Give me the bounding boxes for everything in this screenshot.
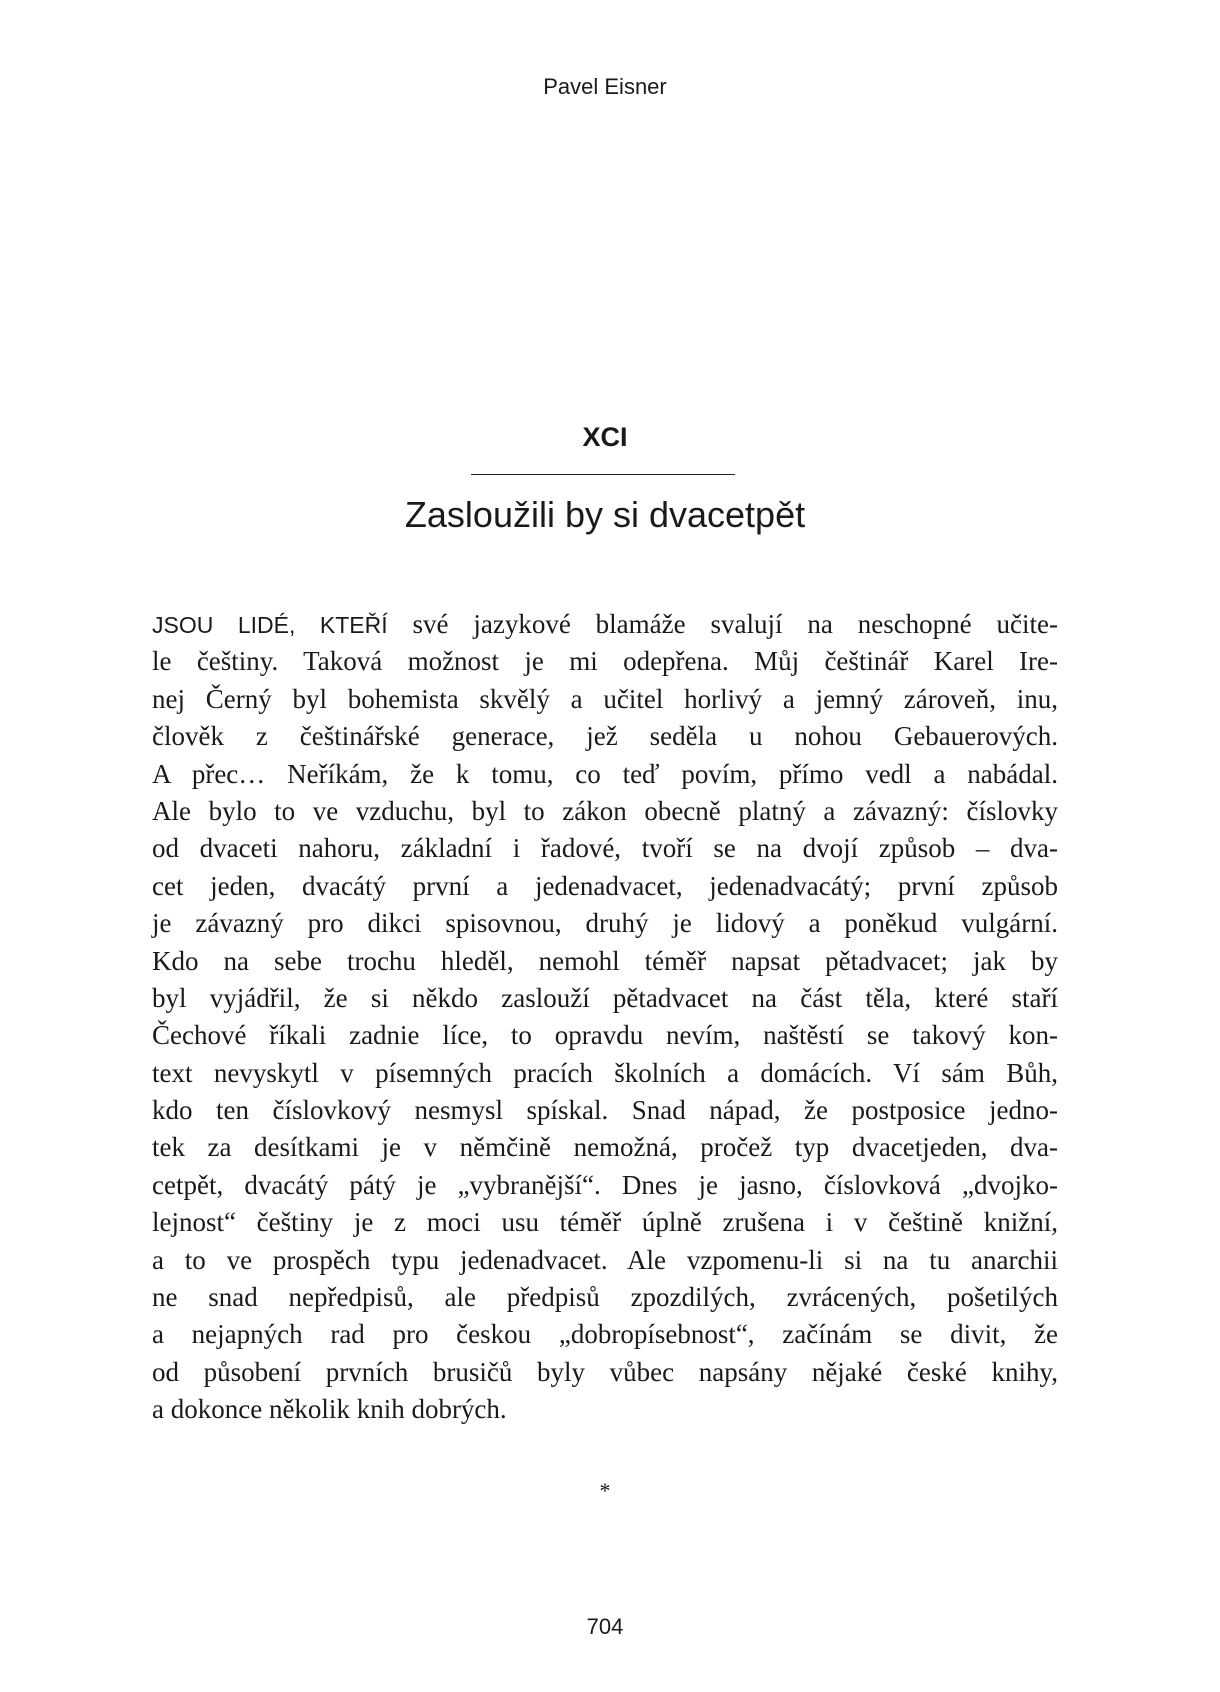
body-line: cetpět, dvacátý pátý je „vybranější“. Dnes je jasno, číslovková „dvojko- — [152, 1169, 1058, 1200]
body-text — [152, 606, 1058, 1429]
chapter-title: Zasloužili by si dvacetpět — [404, 494, 806, 535]
body-line: lejnost“ češtiny je z moci usu téměř úplně zrušena i v češtině knižní, — [152, 1207, 1058, 1238]
body-line: a to ve prospěch typu jedenadvacet. Ale vzpomenu-li si na tu anarchii — [152, 1244, 1058, 1275]
running-head-author: Pavel Eisner — [543, 74, 667, 99]
body-line: Kdo na sebe trochu hleděl, nemohl téměř napsat pětadvacet; jak by — [152, 945, 1058, 976]
body-line: je závazný pro dikci spisovnou, druhý je lidový a poněkud vulgární. — [152, 908, 1058, 939]
body-line: ne snad nepředpisů, ale předpisů zpozdilých, zvrácených, pošetilých — [152, 1282, 1058, 1313]
body-line: nej Černý byl bohemista skvělý a učitel horlivý a jemný zároveň, inu, — [152, 683, 1058, 714]
chapter-divider-rule — [471, 474, 735, 475]
lead-in-caps: JSOU LIDÉ, KTEŘÍ — [152, 612, 388, 638]
body-line: Ale bylo to ve vzduchu, byl to zákon obecně platný a závazný: číslovky — [152, 795, 1058, 826]
body-line: A přec… Neříkám, že k tomu, co teď povím, přímo vedl a nabádal. — [152, 758, 1058, 789]
body-line: tek za desítkami je v němčině nemožná, pročež typ dvacetjeden, dva- — [152, 1132, 1058, 1163]
body-line-text: své jazykové blamáže svalují na neschopné učite- — [387, 609, 1058, 639]
body-line: cet jeden, dvacátý první a jedenadvacet, jedenadvacátý; první způsob — [152, 870, 1058, 901]
body-line: le češtiny. Taková možnost je mi odepřena. Můj češtinář Karel Ire- — [152, 646, 1058, 677]
body-line: kdo ten číslovkový nesmysl spískal. Snad nápad, že postposice jedno- — [152, 1095, 1058, 1126]
section-break-asterisk: * — [599, 1478, 611, 1503]
body-line: Čechové říkali zadnie líce, to opravdu nevím, naštěstí se takový kon- — [152, 1020, 1058, 1051]
body-line: a dokonce několik knih dobrých. — [152, 1394, 507, 1425]
body-line: od dvaceti nahoru, základní i řadové, tvoří se na dvojí způsob – dva- — [152, 833, 1058, 864]
body-line: člověk z češtinářské generace, jež seděla u nohou Gebauerových. — [152, 721, 1058, 752]
page-number: 704 — [586, 1614, 624, 1639]
body-line: byl vyjádřil, že si někdo zaslouží pětadvacet na část těla, které staří — [152, 982, 1058, 1013]
body-line — [152, 606, 1058, 643]
body-line: text nevyskytl v písemných pracích školních a domácích. Ví sám Bůh, — [152, 1057, 1058, 1088]
chapter-number: XCI — [582, 422, 628, 452]
body-line: od působení prvních brusičů byly vůbec napsány nějaké české knihy, — [152, 1356, 1058, 1387]
body-line: a nejapných rad pro českou „dobropísebnost“, začínám se divit, že — [152, 1319, 1058, 1350]
